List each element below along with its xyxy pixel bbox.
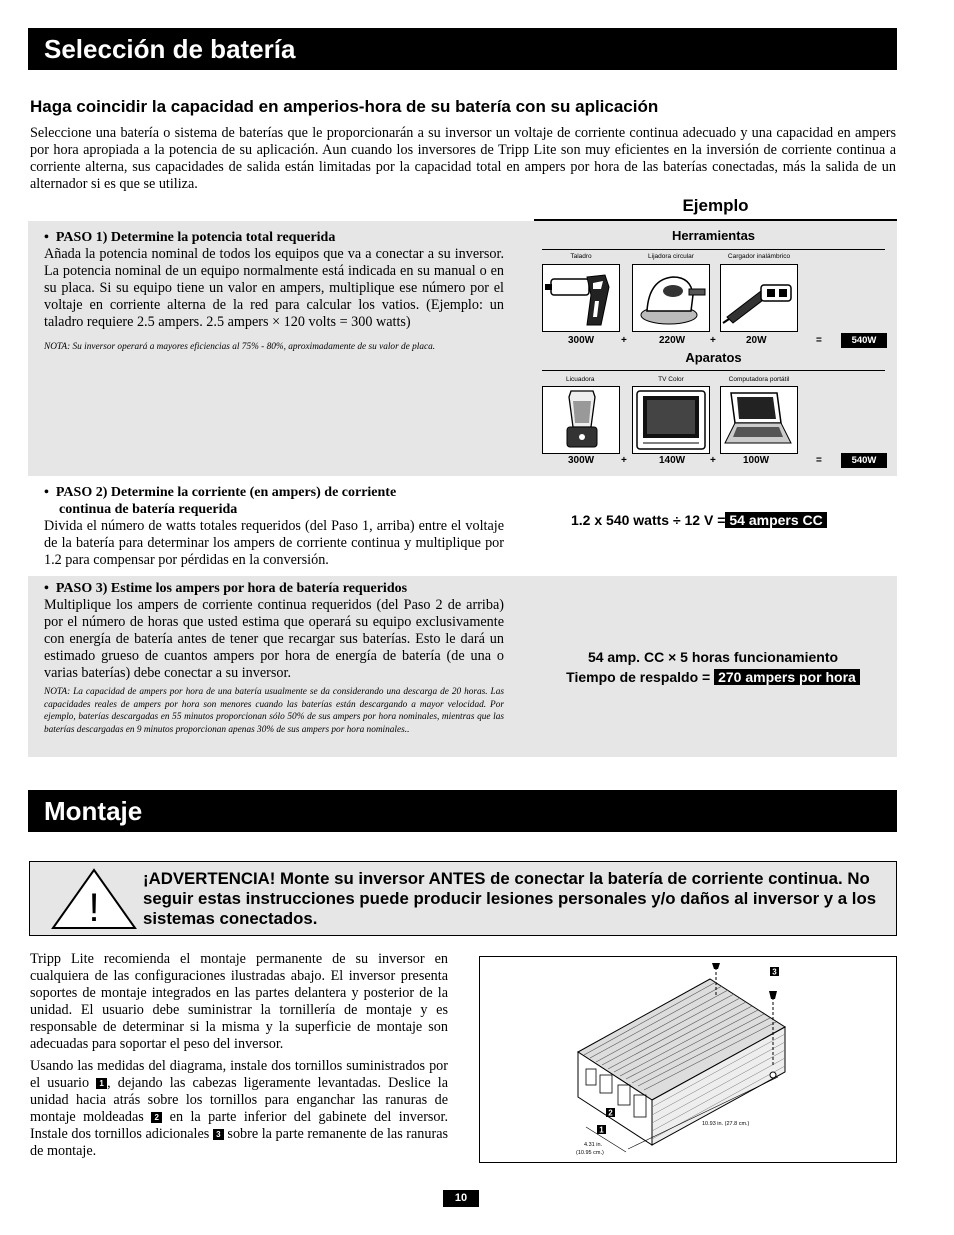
section-title-text: Montaje xyxy=(44,795,143,826)
tools-heading: Herramientas xyxy=(542,228,885,250)
tool-watts-charger: 20W xyxy=(746,335,767,346)
appliances-total: 540W xyxy=(841,453,887,468)
step3-result: 270 ampers por hora xyxy=(714,669,860,685)
appliance-label-blender: Licuadora xyxy=(566,376,595,383)
inverter-mounting-illustration xyxy=(480,957,896,1162)
drill-image xyxy=(542,264,620,332)
sander-image xyxy=(632,264,710,332)
step2-result: 54 ampers CC xyxy=(725,512,826,528)
step3-formula xyxy=(520,647,906,687)
step2-text: Divida el número de watts totales requeridos (del Paso 1, arriba) entre el voltaje de la batería para determinar los ampers de corriente continua y multiplique por 1.2 para compensar por pérdidas en la conversión. xyxy=(44,518,504,568)
tool-label-charger: Cargador inalámbrico xyxy=(727,253,791,260)
appliance-watts-blender: 300W xyxy=(568,455,595,466)
step3-formula-line1: 54 amp. CC × 5 horas funcionamiento xyxy=(587,649,839,665)
appliance-watts-tv: 140W xyxy=(659,455,686,466)
warning-box xyxy=(29,861,897,936)
step2-title xyxy=(44,484,504,501)
drill-icon xyxy=(543,265,619,331)
appliances-heading: Aparatos xyxy=(542,350,885,371)
dimension-short: 4.31 in. xyxy=(584,1142,603,1148)
plus-sign: + xyxy=(621,335,627,346)
equals-sign: = xyxy=(816,335,822,346)
diagram-marker-2: 2 xyxy=(608,1108,613,1118)
step3-note: NOTA: La capacidad de ampers por hora de una batería usualmente se da considerando una descarga de 20 horas. Las capacidades reales de ampers por hora son menores cuando las baterías están descargando a mayor velocidad. Por ejemplo, baterías descargadas en 55 minutos proporcionan sólo 50% de sus ampers por hora nominales, mientras que las baterías descargadas en 9 minutos proporcionan apenas 30% de sus ampers por hora nominales.. xyxy=(44,687,504,735)
step3-title xyxy=(44,580,504,597)
marker-3: 3 xyxy=(213,1129,224,1140)
step2-title-line2: continua de batería requerida xyxy=(59,502,238,517)
laptop-icon xyxy=(721,387,797,453)
bullet: • xyxy=(44,230,49,245)
intro-paragraph: Seleccione una batería o sistema de baterías que le proporcionarán a su inversor un voltaje de corriente continua adecuado y una capacidad en ampers por hora apropiada a la potencia de su aplicación. Aun cuando los inversores de Tripp Lite son muy eficientes en la inversión de corriente continua a corriente alterna, sus capacidades de salida están limitadas por la capacidad total en ampers por hora de las baterías conectadas, más la salida de un alternador si es que se utiliza. xyxy=(30,125,896,192)
bullet: • xyxy=(44,581,49,596)
step2-title-line1: PASO 2) Determine la corriente (en ampers) de corriente xyxy=(55,485,397,500)
diagram-marker-3: 3 xyxy=(772,967,777,977)
example-heading: Ejemplo xyxy=(534,196,897,221)
para2-part-a: Usando las medidas del diagrama, instale dos tornillos suministrados por el usuario xyxy=(30,1058,448,1091)
step1-title xyxy=(44,229,504,246)
tool-label-drill: Taladro xyxy=(570,253,592,260)
tools-total: 540W xyxy=(841,333,887,348)
para2-part-b: , dejando las cabezas ligeramente levantadas. Deslice la unidad hacia atrás sobre los tornillos para enganchar las ranuras de montaje moldeadas xyxy=(30,1075,448,1125)
warning-text: ¡ADVERTENCIA! Monte su inversor ANTES de conectar la batería de corriente continua. No seguir estas instrucciones puede producir lesiones personales y/o daños al inversor y a los sistemas conectados. xyxy=(143,869,877,928)
mounting-para2 xyxy=(30,1058,448,1160)
mounting-diagram xyxy=(479,956,897,1163)
dimension-long: 10.93 in. (27.8 cm.) xyxy=(702,1121,750,1127)
section-title-battery xyxy=(28,28,897,70)
section-title-mounting xyxy=(28,790,897,832)
marker-2: 2 xyxy=(151,1112,162,1123)
para2-part-c: en la parte inferior del gabinete del inversor. Instale dos tornillos adicionales xyxy=(30,1109,449,1142)
plus-sign: + xyxy=(710,455,716,466)
step3-formula-line2 xyxy=(520,667,906,687)
appliance-label-laptop: Computadora portátil xyxy=(728,376,790,383)
section-title-text: Selección de batería xyxy=(44,33,296,64)
tool-watts-sander: 220W xyxy=(659,335,686,346)
step1-note: NOTA: Su inversor operará a mayores eficiencias al 75% - 80%, aproximadamente de su valor de placa. xyxy=(44,342,436,352)
step1-block xyxy=(44,229,504,354)
blender-image xyxy=(542,386,620,454)
step2-formula-text: 1.2 x 540 watts ÷ 12 V = xyxy=(571,512,726,528)
warning-exclamation: ! xyxy=(88,886,100,930)
appliance-watts-laptop: 100W xyxy=(743,455,770,466)
page-number: 10 xyxy=(443,1190,479,1207)
appliance-label-tv: TV Color xyxy=(658,376,684,383)
step2-block xyxy=(44,484,504,569)
step3-text: Multiplique los ampers de corriente continua requeridos (del Paso 2 de arriba) por el número de horas que usted estima que operará su equipo exclusivamente con energía de batería antes de tener que recargar sus baterías. Esto le dará un estimado grueso de cuantos ampers por hora de energía de batería (de una o varias baterías) debe conectar a su inversor. xyxy=(44,597,504,681)
marker-1: 1 xyxy=(96,1078,107,1089)
mounting-para1: Tripp Lite recomienda el montaje permanente de su inversor en cualquiera de las configuraciones ilustradas abajo. El inversor presenta soportes de montaje integrados en las partes delantera y posterior de la unidad. El usuario debe suministrar la tornillería de montaje y es responsable de determinar si la misma y la superficie de montaje son adecuadas para soportar el peso del inversor. xyxy=(30,951,448,1052)
laptop-image xyxy=(720,386,798,454)
screwdriver-charger-icon xyxy=(721,265,797,331)
sander-icon xyxy=(633,265,709,331)
subtitle: Haga coincidir la capacidad en amperios-hora de su batería con su aplicación xyxy=(30,97,659,116)
blender-icon xyxy=(543,387,619,453)
plus-sign: + xyxy=(621,455,627,466)
tv-image xyxy=(632,386,710,454)
step3-title-text: PASO 3) Estime los ampers por hora de batería requeridos xyxy=(55,581,408,596)
step3-block xyxy=(44,580,504,736)
equals-sign: = xyxy=(816,455,822,466)
tool-watts-drill: 300W xyxy=(568,335,595,346)
dimension-short-metric: (10.95 cm.) xyxy=(576,1150,604,1156)
warning-triangle-icon xyxy=(50,867,138,931)
tool-label-sander: Lijadora circular xyxy=(648,253,694,260)
diagram-marker-1: 1 xyxy=(599,1125,604,1135)
bullet: • xyxy=(44,485,49,500)
step2-formula xyxy=(571,512,827,528)
tv-icon xyxy=(633,387,709,453)
step3-formula-label: Tiempo de respaldo = xyxy=(566,669,711,685)
step1-text: Añada la potencia nominal de todos los equipos que va a conectar a su inversor. La potencia nominal de un equipo normalmente está indicada en su manual o en su placa. Si su equipo tiene un valor en ampers, multiplique ese número por el voltaje en corriente alterna de la red para calcular los vatios. (Ejemplo: un taladro requiere 2.5 ampers. 2.5 ampers × 120 volts = 300 watts) xyxy=(44,246,504,330)
para2-part-d: sobre la parte remanente de las ranuras de montaje. xyxy=(30,1126,449,1159)
plus-sign: + xyxy=(710,335,716,346)
charger-image xyxy=(720,264,798,332)
step1-title-text: PASO 1) Determine la potencia total requerida xyxy=(55,230,336,245)
